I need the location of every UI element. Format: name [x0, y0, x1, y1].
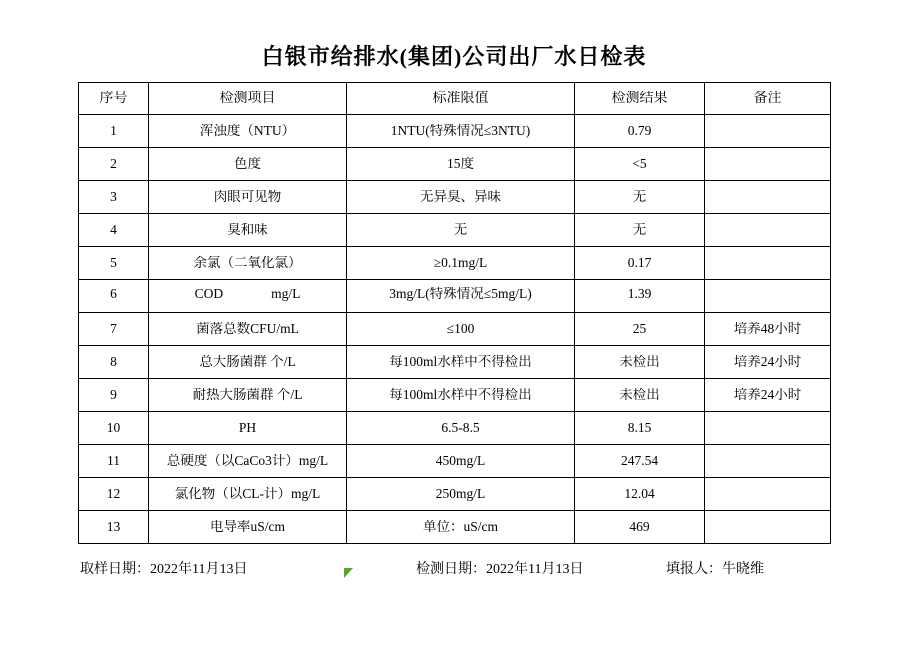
cell-item: 总大肠菌群 个/L	[149, 346, 347, 379]
cell-remark	[705, 412, 831, 445]
cell-result: 无	[575, 214, 705, 247]
column-header-item-label: 检测项目	[219, 90, 276, 106]
cell-limit: ≤100	[347, 313, 575, 346]
cell-item: 总硬度（以CaCo3计）mg/L	[149, 445, 347, 478]
table-row	[79, 412, 831, 445]
cell-result: 469	[575, 511, 705, 544]
cell-result: 247.54	[575, 445, 705, 478]
column-header-no	[79, 83, 149, 115]
cell-limit: 每100ml水样中不得检出	[347, 379, 575, 412]
cell-no: 8	[79, 346, 149, 379]
cell-item: 臭和味	[149, 214, 347, 247]
cell-remark	[705, 115, 831, 148]
cell-remark	[705, 478, 831, 511]
cell-item-unit: mg/L	[271, 286, 301, 301]
cell-result: 未检出	[575, 379, 705, 412]
cell-result: 无	[575, 181, 705, 214]
table-row	[79, 115, 831, 148]
cell-limit: 250mg/L	[347, 478, 575, 511]
column-header-limit	[347, 83, 575, 115]
column-header-result-label: 检测结果	[611, 90, 668, 106]
green-marker-icon	[344, 568, 360, 582]
table-row	[79, 181, 831, 214]
cell-remark: 培养24小时	[705, 379, 831, 412]
cell-limit: 15度	[347, 148, 575, 181]
cell-result: 0.17	[575, 247, 705, 280]
column-header-no-label: 序号	[99, 90, 128, 106]
cell-limit: 单位：uS/cm	[347, 511, 575, 544]
table-row	[79, 313, 831, 346]
cell-limit: 无	[347, 214, 575, 247]
column-header-limit-label: 标准限值	[432, 90, 489, 106]
cell-remark	[705, 445, 831, 478]
table-row	[79, 511, 831, 544]
cell-limit: 1NTU(特殊情况≤3NTU)	[347, 115, 575, 148]
table-row	[79, 214, 831, 247]
table-row	[79, 379, 831, 412]
cell-item: 耐热大肠菌群 个/L	[149, 379, 347, 412]
page-title: 白银市给排水(集团)公司出厂水日检表	[261, 44, 647, 69]
cell-result: 25	[575, 313, 705, 346]
water-daily-inspection-table	[78, 82, 831, 544]
cell-item: 余氯（二氧化氯）	[149, 247, 347, 280]
cell-item: 肉眼可见物	[149, 181, 347, 214]
cell-remark	[705, 280, 831, 313]
table-row	[79, 478, 831, 511]
cell-no: 7	[79, 313, 149, 346]
cell-limit: 6.5-8.5	[347, 412, 575, 445]
cell-result: <5	[575, 148, 705, 181]
cell-item: COD mg/L	[149, 280, 347, 313]
cell-no: 13	[79, 511, 149, 544]
cell-remark: 培养24小时	[705, 346, 831, 379]
cell-limit: 450mg/L	[347, 445, 575, 478]
cell-limit: 每100ml水样中不得检出	[347, 346, 575, 379]
cell-no: 4	[79, 214, 149, 247]
cell-no: 10	[79, 412, 149, 445]
cell-no: 3	[79, 181, 149, 214]
table-row	[79, 346, 831, 379]
cell-item: 菌落总数CFU/mL	[149, 313, 347, 346]
cell-result: 1.39	[575, 280, 705, 313]
cell-remark	[705, 247, 831, 280]
column-header-remark	[705, 83, 831, 115]
table-row	[79, 280, 831, 313]
cell-no: 6	[79, 280, 149, 313]
cell-result: 12.04	[575, 478, 705, 511]
column-header-remark-label: 备注	[753, 90, 782, 106]
cell-item: 色度	[149, 148, 347, 181]
table-row	[79, 445, 831, 478]
cell-remark	[705, 181, 831, 214]
column-header-result	[575, 83, 705, 115]
footer-row	[78, 552, 830, 584]
table-header-row	[79, 83, 831, 115]
column-header-item	[149, 83, 347, 115]
cell-remark: 培养48小时	[705, 313, 831, 346]
cell-remark	[705, 214, 831, 247]
cell-remark	[705, 511, 831, 544]
cell-result: 8.15	[575, 412, 705, 445]
cell-limit: 3mg/L(特殊情况≤5mg/L)	[347, 280, 575, 313]
test-date-label: 检测日期：2022年11月13日	[416, 562, 584, 577]
cell-limit: 无异臭、异味	[347, 181, 575, 214]
table-row	[79, 148, 831, 181]
cell-result: 未检出	[575, 346, 705, 379]
cell-result: 0.79	[575, 115, 705, 148]
cell-item: 浑浊度（NTU）	[149, 115, 347, 148]
cell-item: PH	[149, 412, 347, 445]
cell-no: 5	[79, 247, 149, 280]
cell-item: 电导率uS/cm	[149, 511, 347, 544]
table-row	[79, 247, 831, 280]
cell-no: 1	[79, 115, 149, 148]
cell-item: 氯化物（以CL-计）mg/L	[149, 478, 347, 511]
reporter-label: 填报人：牛晓维	[666, 562, 764, 577]
sample-date-label: 取样日期：2022年11月13日	[80, 562, 248, 577]
cell-no: 12	[79, 478, 149, 511]
cell-limit: ≥0.1mg/L	[347, 247, 575, 280]
cell-no: 9	[79, 379, 149, 412]
cell-no: 11	[79, 445, 149, 478]
cell-remark	[705, 148, 831, 181]
cell-no: 2	[79, 148, 149, 181]
